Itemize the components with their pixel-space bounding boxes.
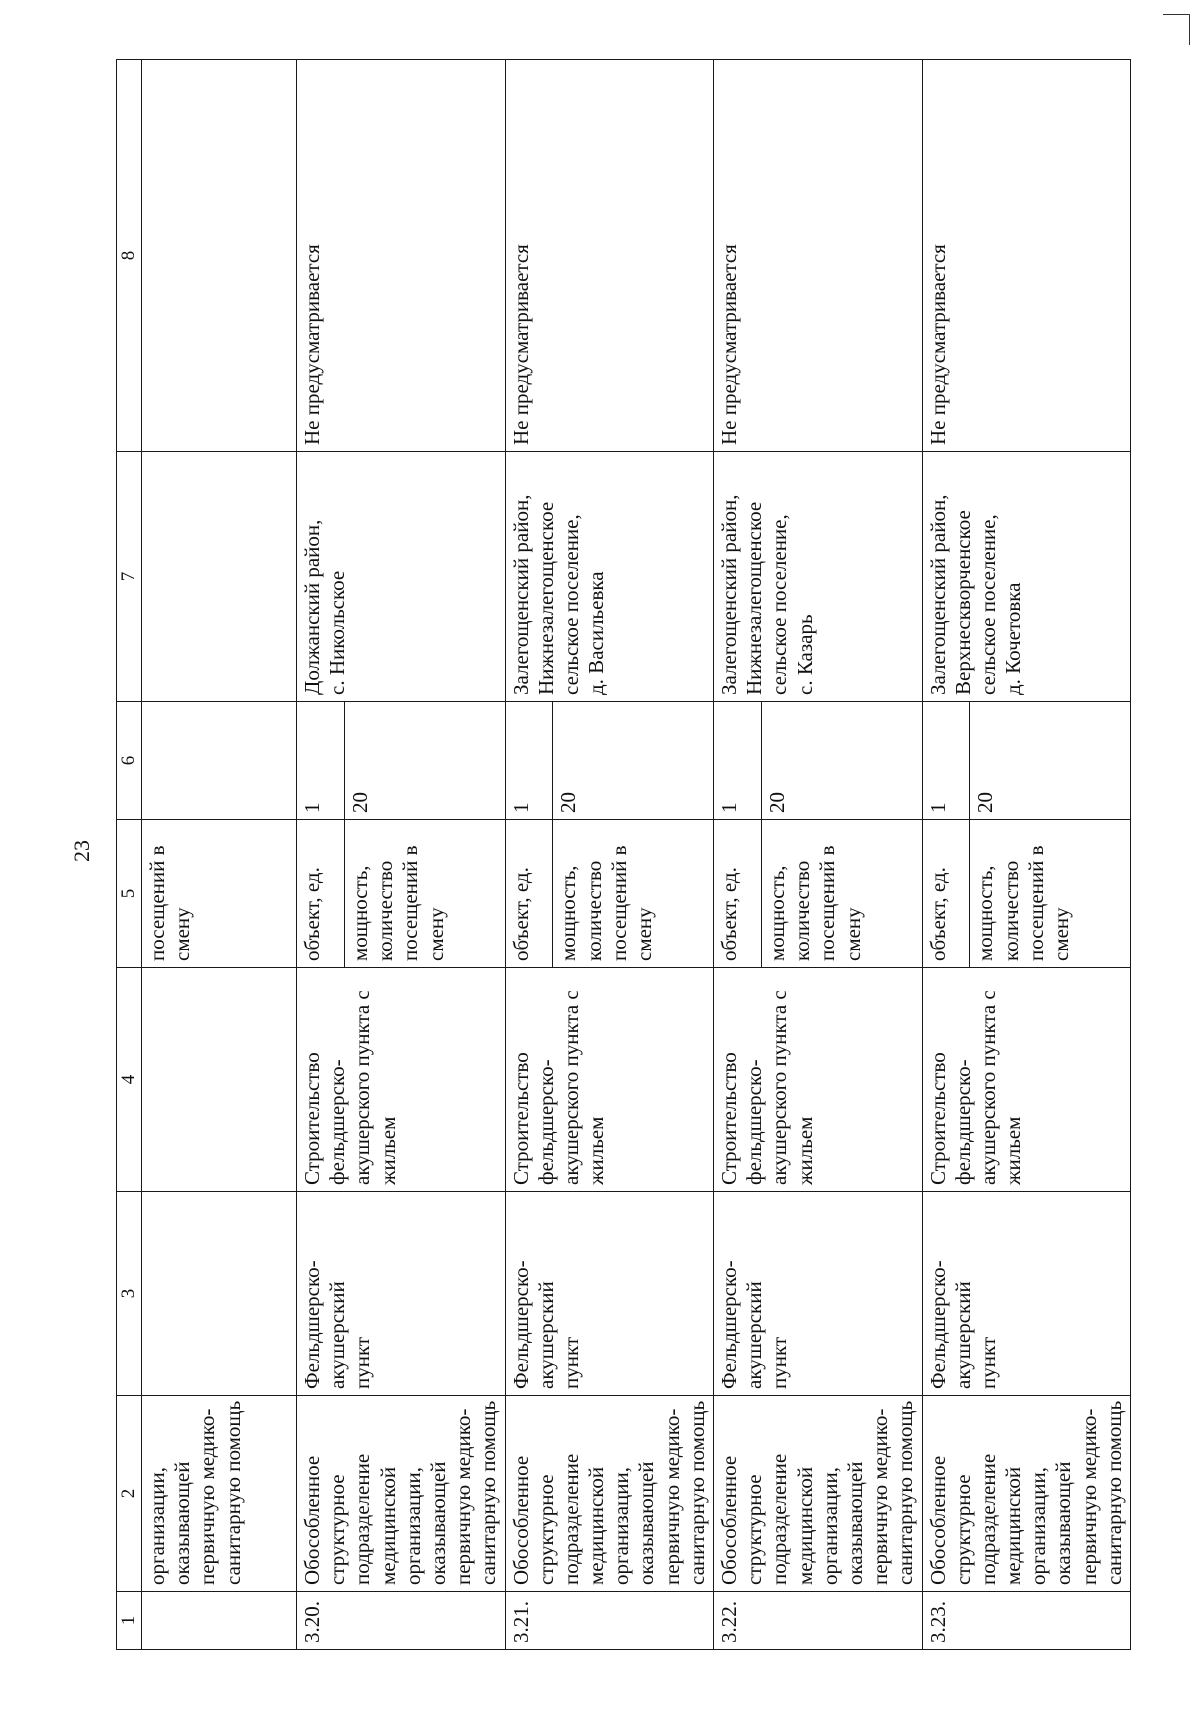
value-object-cell: 1 xyxy=(505,702,553,820)
value-capacity-cell: 20 xyxy=(553,702,714,820)
organization-cell: организации, оказывающей первичную медико- санитарную помощь xyxy=(142,1396,297,1592)
table-stage xyxy=(116,60,1126,1650)
rotated-table-wrapper xyxy=(116,60,1126,1650)
zone-cell: Не предусматривается xyxy=(922,60,1131,452)
value-cell xyxy=(142,702,297,820)
object-cell: Фельдшерско- акушерский пункт xyxy=(714,1192,923,1396)
value-object-cell: 1 xyxy=(922,702,970,820)
column-number: 1 xyxy=(117,1592,142,1650)
value-object-cell: 1 xyxy=(714,702,762,820)
facilities-table xyxy=(116,59,1131,1650)
organization-cell: Обособленное структурное подразделение медицинской организации, оказывающей первичную медико- санитарную помощь xyxy=(922,1396,1131,1592)
column-number: 5 xyxy=(117,820,142,968)
object-cell: Фельдшерско- акушерский пункт xyxy=(922,1192,1131,1396)
location-cell: Залегощенский район, Нижнезалегощенское сельское поселение, с. Казарь xyxy=(714,452,923,702)
column-number: 3 xyxy=(117,1192,142,1396)
column-number: 6 xyxy=(117,702,142,820)
unit-capacity-cell: мощность, количество посещений в смену xyxy=(970,820,1131,968)
unit-object-cell: объект, ед. xyxy=(505,820,553,968)
zone-cell: Не предусматривается xyxy=(714,60,923,452)
page-number: 23 xyxy=(69,840,94,862)
location-cell: Залегощенский район, Нижнезалегощенское сельское поселение, д. Васильевка xyxy=(505,452,714,702)
table-row xyxy=(297,60,345,1650)
value-capacity-cell: 20 xyxy=(344,702,505,820)
column-number: 7 xyxy=(117,452,142,702)
location-cell: Должанский район, с. Никольское xyxy=(297,452,506,702)
zone-cell xyxy=(142,60,297,452)
unit-capacity-cell: мощность, количество посещений в смену xyxy=(344,820,505,968)
zone-cell: Не предусматривается xyxy=(297,60,506,452)
column-number: 4 xyxy=(117,968,142,1192)
row-number: 3.21. xyxy=(505,1592,714,1650)
action-cell: Строительство фельдшерско- акушерского пункта с жильем xyxy=(714,968,923,1192)
row-number: 3.20. xyxy=(297,1592,506,1650)
object-cell: Фельдшерско- акушерский пункт xyxy=(297,1192,506,1396)
action-cell xyxy=(142,968,297,1192)
continued-row xyxy=(142,60,297,1650)
value-capacity-cell: 20 xyxy=(761,702,922,820)
row-number: 3.22. xyxy=(714,1592,923,1650)
organization-cell: Обособленное структурное подразделение медицинской организации, оказывающей первичную медико- санитарную помощь xyxy=(297,1396,506,1592)
location-cell: Залегощенский район, Верхнескворченское сельское поселение, д. Кочетовка xyxy=(922,452,1131,702)
value-object-cell: 1 xyxy=(297,702,345,820)
zone-cell: Не предусматривается xyxy=(505,60,714,452)
organization-cell: Обособленное структурное подразделение медицинской организации, оказывающей первичную медико- санитарную помощь xyxy=(714,1396,923,1592)
action-cell: Строительство фельдшерско- акушерского пункта с жильем xyxy=(297,968,506,1192)
object-cell: Фельдшерско- акушерский пункт xyxy=(505,1192,714,1396)
table-row xyxy=(922,60,970,1650)
action-cell: Строительство фельдшерско- акушерского пункта с жильем xyxy=(922,968,1131,1192)
column-number-row xyxy=(117,60,142,1650)
location-cell xyxy=(142,452,297,702)
value-capacity-cell: 20 xyxy=(970,702,1131,820)
column-number: 8 xyxy=(117,60,142,452)
action-cell: Строительство фельдшерско- акушерского пункта с жильем xyxy=(505,968,714,1192)
unit-capacity-cell: мощность, количество посещений в смену xyxy=(761,820,922,968)
unit-object-cell: объект, ед. xyxy=(714,820,762,968)
table-row xyxy=(714,60,762,1650)
column-number: 2 xyxy=(117,1396,142,1592)
unit-capacity-cell: мощность, количество посещений в смену xyxy=(553,820,714,968)
indicator-cell: посещений в смену xyxy=(142,820,297,968)
row-number: 3.23. xyxy=(922,1592,1131,1650)
row-number-cell xyxy=(142,1592,297,1650)
table-row xyxy=(505,60,553,1650)
organization-cell: Обособленное структурное подразделение медицинской организации, оказывающей первичную медико- санитарную помощь xyxy=(505,1396,714,1592)
unit-object-cell: объект, ед. xyxy=(297,820,345,968)
corner-crop-mark xyxy=(1163,14,1190,45)
object-cell xyxy=(142,1192,297,1396)
unit-object-cell: объект, ед. xyxy=(922,820,970,968)
